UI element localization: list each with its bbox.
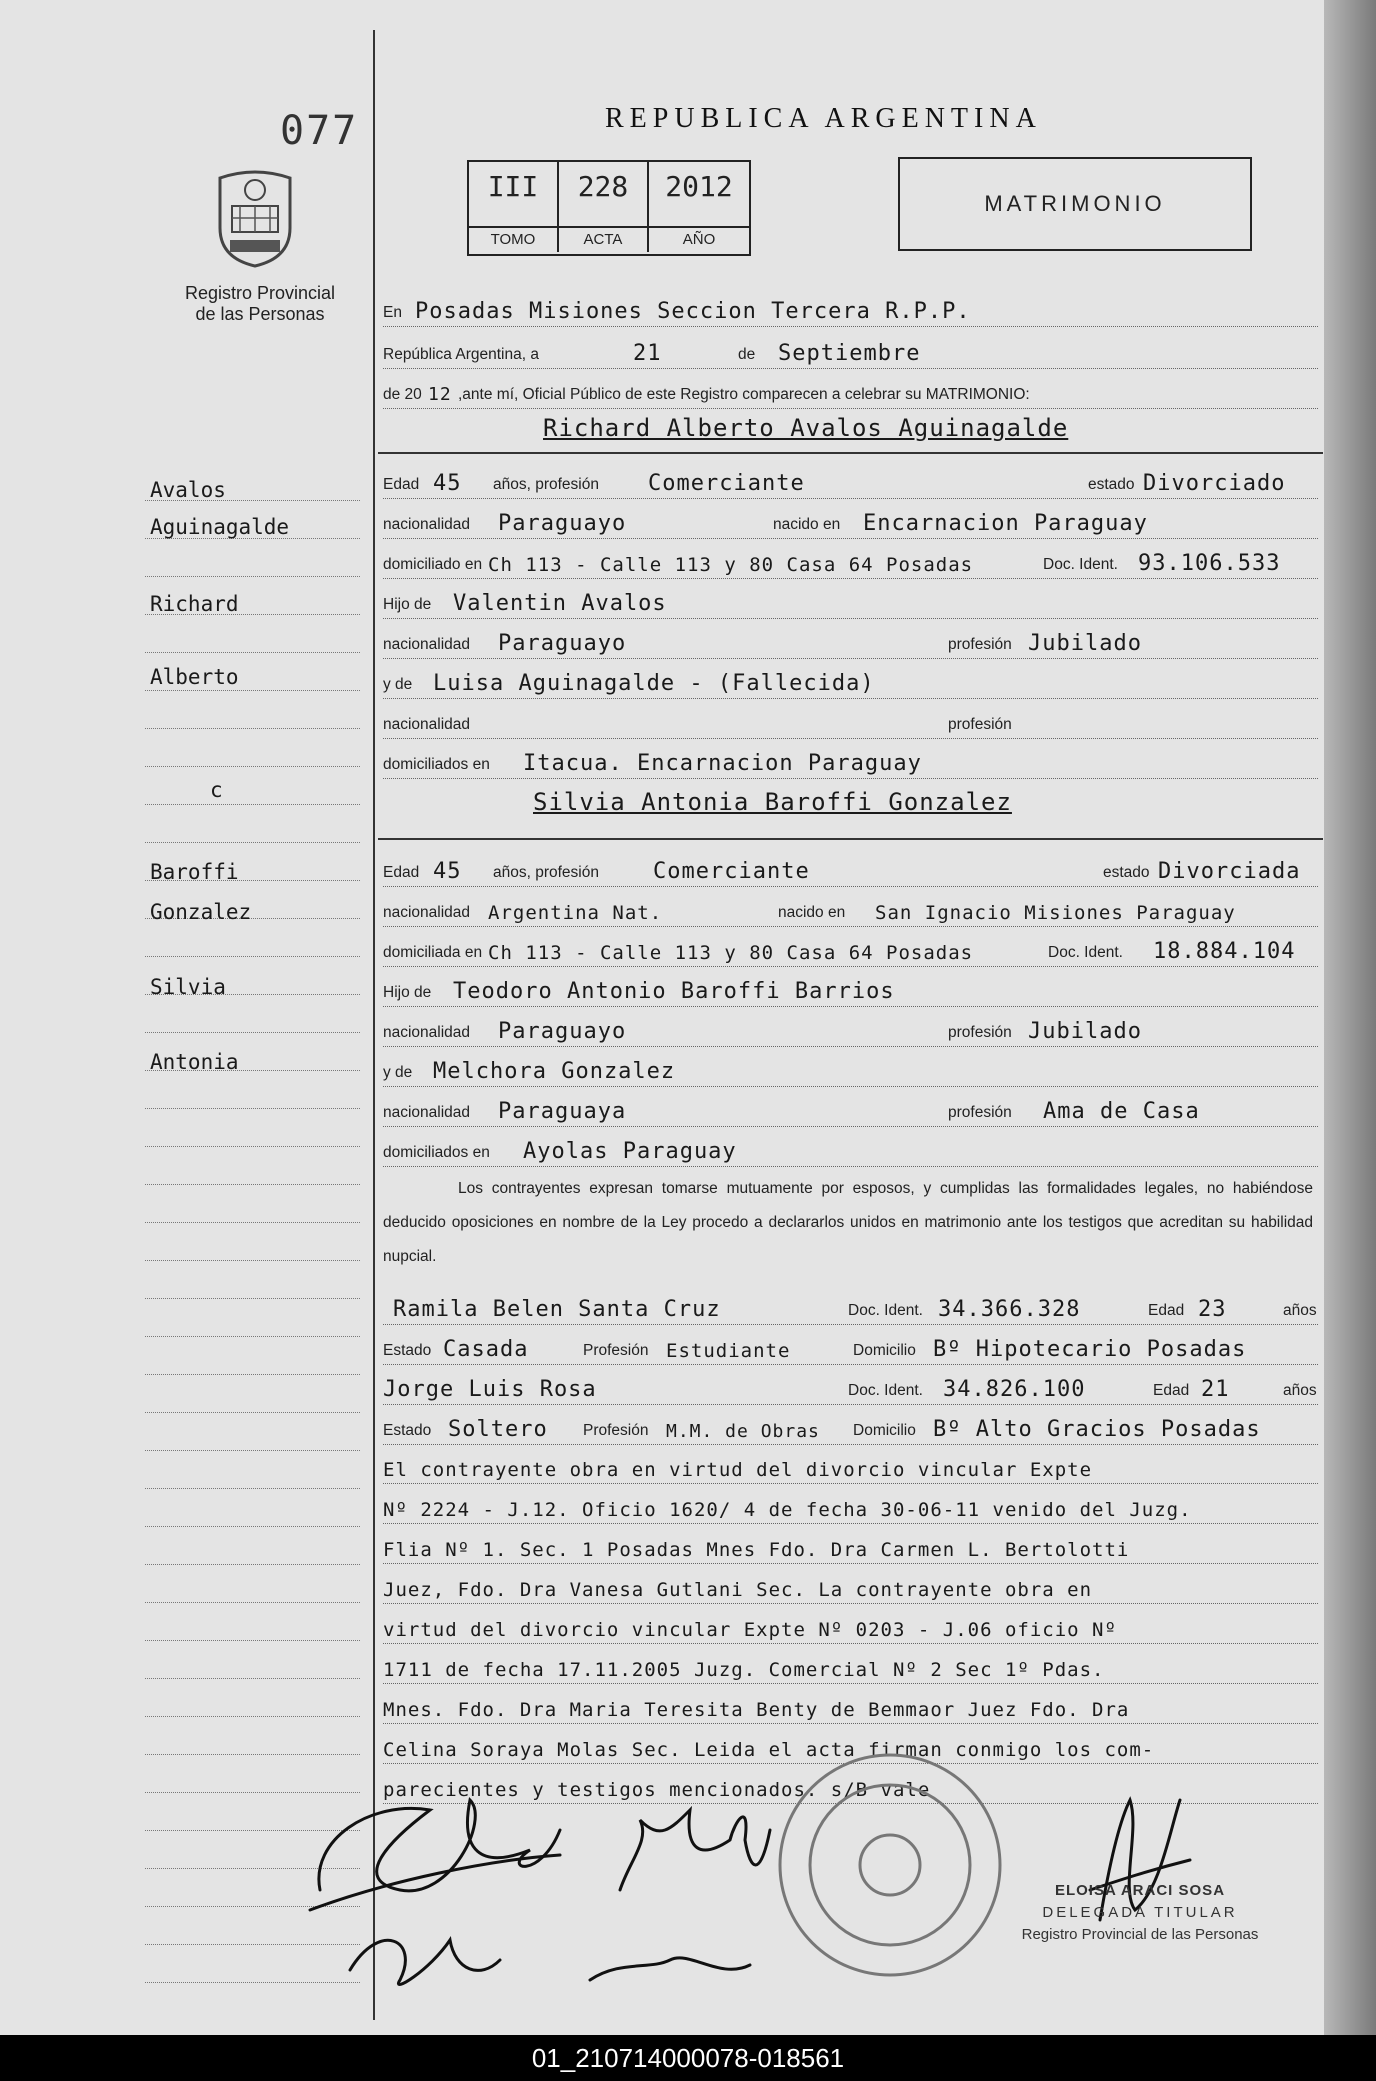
note-line xyxy=(383,1567,1318,1604)
misiones-seal-icon xyxy=(210,168,300,268)
note-line xyxy=(383,1607,1318,1644)
acta-cell xyxy=(559,162,649,252)
margin-rule xyxy=(145,652,360,653)
groom-nac-line xyxy=(383,502,1318,539)
groom-doc: 93.106.533 xyxy=(1138,551,1281,576)
groom-dom-line xyxy=(383,542,1318,579)
margin-rule xyxy=(145,1260,360,1261)
margin-name: Avalos xyxy=(150,478,226,502)
margin-rule xyxy=(145,1716,360,1717)
profesion-label: profesión xyxy=(948,1024,1012,1041)
nacionalidad-label: nacionalidad xyxy=(383,516,471,533)
margin-rule xyxy=(145,1184,360,1185)
section-rule xyxy=(378,452,1323,454)
hijo-de-label: Hijo de xyxy=(383,984,432,1001)
date-line xyxy=(383,332,1318,369)
margin-rule xyxy=(145,956,360,957)
nacionalidad-label: nacionalidad xyxy=(383,904,471,921)
bride-edad-line xyxy=(383,850,1318,887)
page-edge xyxy=(1324,0,1376,2035)
margin-rule xyxy=(145,842,360,843)
official-stamp xyxy=(1010,1880,1270,1946)
en-label: En xyxy=(383,304,402,321)
groom-madre: Luisa Aguinagalde - (Fallecida) xyxy=(433,671,875,696)
groom-padre: Valentin Avalos xyxy=(453,591,667,616)
nacionalidad-label: nacionalidad xyxy=(383,716,471,733)
margin-rule xyxy=(145,1488,360,1489)
margin-rule xyxy=(145,804,360,805)
profesion-label: profesión xyxy=(948,636,1012,653)
groom-madre-nac-line xyxy=(383,702,1318,739)
note-text: Mnes. Fdo. Dra Maria Teresita Benty de Bemmaor Juez Fdo. Dra xyxy=(383,1699,1130,1721)
doc-label: Doc. Ident. xyxy=(1043,556,1118,573)
month-value: Septiembre xyxy=(778,341,921,366)
bride-madre-nac: Paraguaya xyxy=(498,1099,627,1124)
margin-rule xyxy=(145,1108,360,1109)
groom-profesion: Comerciante xyxy=(648,471,805,496)
opening-text: ,ante mí, Oficial Público de este Registro comparecen a celebrar su MATRIMONIO: xyxy=(458,386,1030,403)
anio-label: AÑO xyxy=(649,226,749,252)
witness2-estado-line xyxy=(383,1408,1318,1445)
registry-line-2: de las Personas xyxy=(195,304,325,324)
bride-edad: 45 xyxy=(433,859,462,884)
margin-rule xyxy=(145,766,360,767)
nacionalidad-label: nacionalidad xyxy=(383,1024,471,1041)
note-text: virtud del divorcio vincular Expte Nº 0203 - J.06 oficio Nº xyxy=(383,1619,1117,1641)
statement-paragraph: Los contrayentes expresan tomarse mutuamente por esposos, y cumplidas las formalidades legales, no habiéndose deducido oposiciones en nombre de la Ley procedo a declararlos unidos en matrimonio ante los testigos que acreditan su habilidad nupcial. xyxy=(383,1180,1313,1265)
witness2-domicilio: Bº Alto Gracios Posadas xyxy=(933,1417,1261,1442)
bride-profesion: Comerciante xyxy=(653,859,810,884)
margin-rule xyxy=(145,1678,360,1679)
note-text: Juez, Fdo. Dra Vanesa Gutlani Sec. La contrayente obra en xyxy=(383,1579,1093,1601)
anio-cell xyxy=(649,162,749,252)
groom-padres-dom: Itacua. Encarnacion Paraguay xyxy=(523,751,922,776)
groom-edad-line xyxy=(383,462,1318,499)
witness1-edad: 23 xyxy=(1198,1297,1227,1322)
bride-madre-nac-line xyxy=(383,1090,1318,1127)
groom-edad: 45 xyxy=(433,471,462,496)
groom-madre-line xyxy=(383,662,1318,699)
note-text: El contrayente obra en virtud del divorcio vincular Expte xyxy=(383,1459,1093,1481)
witness1-line xyxy=(383,1288,1318,1325)
margin-rule xyxy=(145,1602,360,1603)
tomo-label: TOMO xyxy=(469,226,557,252)
note-text: Nº 2224 - J.12. Oficio 1620/ 4 de fecha 30-06-11 venido del Juzg. xyxy=(383,1499,1192,1521)
groom-padre-nac: Paraguayo xyxy=(498,631,627,656)
groom-estado: Divorciado xyxy=(1143,471,1286,496)
note-line xyxy=(383,1647,1318,1684)
signatures-graphic xyxy=(290,1740,1340,2010)
place-value: Posadas Misiones Seccion Tercera R.P.P. xyxy=(415,299,971,324)
acta-box xyxy=(467,160,751,256)
footer-id: 01_210714000078-018561 xyxy=(0,2035,1376,2081)
nacionalidad-label: nacionalidad xyxy=(383,636,471,653)
note-text: parecientes y testigos mencionados. s/B vale xyxy=(383,1779,931,1801)
witness1-doc: 34.366.328 xyxy=(938,1297,1081,1322)
margin-name: c xyxy=(210,778,223,802)
page-title: REPUBLICA ARGENTINA xyxy=(605,103,1042,134)
nacionalidad-label: nacionalidad xyxy=(383,1104,471,1121)
estado-label: estado xyxy=(1103,864,1150,881)
note-text: Flia Nº 1. Sec. 1 Posadas Mnes Fdo. Dra Carmen L. Bertolotti xyxy=(383,1539,1130,1561)
bride-nac-line xyxy=(383,890,1318,927)
margin-name: Aguinagalde xyxy=(150,515,290,539)
groom-nacido: Encarnacion Paraguay xyxy=(863,511,1148,536)
witness1-name: Ramila Belen Santa Cruz xyxy=(393,1297,721,1322)
tomo-value: III xyxy=(487,170,539,203)
margin-rule xyxy=(145,728,360,729)
domicilio-label: Domicilio xyxy=(853,1422,916,1439)
bride-padre: Teodoro Antonio Baroffi Barrios xyxy=(453,979,895,1004)
margin-rule xyxy=(145,1412,360,1413)
profesion-label: profesión xyxy=(948,716,1012,733)
y-de-label: y de xyxy=(383,676,413,693)
witness2-profesion: M.M. de Obras xyxy=(666,1421,820,1442)
act-type-box: MATRIMONIO xyxy=(898,157,1252,251)
margin-rule xyxy=(145,1450,360,1451)
profesion-label: años, profesión xyxy=(493,476,599,493)
bride-madre-line xyxy=(383,1050,1318,1087)
bride-padre-nac-line xyxy=(383,1010,1318,1047)
profesion-label: años, profesión xyxy=(493,864,599,881)
year-line xyxy=(383,372,1318,409)
edad-label: Edad xyxy=(383,476,420,493)
de-label: de xyxy=(738,346,756,363)
registry-line-1: Registro Provincial xyxy=(184,283,336,303)
bride-estado: Divorciada xyxy=(1158,859,1301,884)
hijo-de-label: Hijo de xyxy=(383,596,432,613)
estado-label: estado xyxy=(1088,476,1135,493)
domicilio-label: domiciliada en xyxy=(383,944,483,961)
domicilio-label: domiciliado en xyxy=(383,556,483,573)
year-suffix: 12 xyxy=(428,384,452,405)
anos-label: años xyxy=(1283,1382,1317,1399)
margin-divider xyxy=(373,30,375,2020)
doc-label: Doc. Ident. xyxy=(1048,944,1123,961)
estado-label: Estado xyxy=(383,1422,432,1439)
registry-label xyxy=(165,283,355,325)
bride-dom-line xyxy=(383,930,1318,967)
margin-name: Antonia xyxy=(150,1050,239,1074)
note-line xyxy=(383,1487,1318,1524)
domiciliados-label: domiciliados en xyxy=(383,756,490,773)
groom-padre-nac-line xyxy=(383,622,1318,659)
margin-name: Alberto xyxy=(150,665,239,689)
margin-rule xyxy=(145,576,360,577)
margin-rule xyxy=(145,1564,360,1565)
note-text: 1711 de fecha 17.11.2005 Juzg. Comercial Nº 2 Sec 1º Pdas. xyxy=(383,1659,1105,1681)
margin-rule xyxy=(145,1374,360,1375)
estado-label: Estado xyxy=(383,1342,432,1359)
groom-domicilio: Ch 113 - Calle 113 y 80 Casa 64 Posadas xyxy=(488,554,974,576)
groom-name: Richard Alberto Avalos Aguinagalde xyxy=(543,414,1069,442)
profesion-label: profesión xyxy=(948,1104,1012,1121)
bride-padres-dom: Ayolas Paraguay xyxy=(523,1139,737,1164)
witness2-estado: Soltero xyxy=(448,1417,548,1442)
bride-doc: 18.884.104 xyxy=(1153,939,1296,964)
domiciliados-label: domiciliados en xyxy=(383,1144,490,1161)
place-line xyxy=(383,290,1318,327)
note-line xyxy=(383,1527,1318,1564)
margin-name: Silvia xyxy=(150,975,226,999)
profesion-label: Profesión xyxy=(583,1342,649,1359)
witness1-profesion: Estudiante xyxy=(666,1340,791,1362)
edad-label: Edad xyxy=(383,864,420,881)
edad-label: Edad xyxy=(1148,1302,1185,1319)
bride-nacionalidad: Argentina Nat. xyxy=(488,902,663,924)
witness1-domicilio: Bº Hipotecario Posadas xyxy=(933,1337,1247,1362)
republica-label: República Argentina, a xyxy=(383,346,539,363)
witness2-edad: 21 xyxy=(1201,1377,1230,1402)
margin-name: Baroffi xyxy=(150,860,239,884)
nacido-label: nacido en xyxy=(778,904,846,921)
witness1-estado: Casada xyxy=(443,1337,529,1362)
bride-padres-dom-line xyxy=(383,1130,1318,1167)
edad-label: Edad xyxy=(1153,1382,1190,1399)
stamp-role: DELEGADA TITULAR xyxy=(1042,1904,1238,1921)
margin-rule xyxy=(145,1032,360,1033)
margin-rule xyxy=(145,1222,360,1223)
stamp-office: Registro Provincial de las Personas xyxy=(1021,1926,1259,1943)
margin-rule xyxy=(145,1146,360,1147)
groom-name-line xyxy=(383,408,1318,444)
bride-nacido: San Ignacio Misiones Paraguay xyxy=(875,902,1236,924)
anos-label: años xyxy=(1283,1302,1317,1319)
bride-domicilio: Ch 113 - Calle 113 y 80 Casa 64 Posadas xyxy=(488,942,974,964)
doc-label: Doc. Ident. xyxy=(848,1302,923,1319)
domicilio-label: Domicilio xyxy=(853,1342,916,1359)
note-text: Celina Soraya Molas Sec. Leida el acta firman conmigo los com- xyxy=(383,1739,1155,1761)
witness2-line xyxy=(383,1368,1318,1405)
acta-label: ACTA xyxy=(559,226,647,252)
witness1-estado-line xyxy=(383,1328,1318,1365)
nacido-label: nacido en xyxy=(773,516,841,533)
note-line xyxy=(383,1687,1318,1724)
margin-name: Gonzalez xyxy=(150,900,252,924)
anio-value: 2012 xyxy=(665,170,733,203)
margin-rule xyxy=(145,690,360,691)
year-prefix: de 20 xyxy=(383,386,422,403)
groom-padres-dom-line xyxy=(383,742,1318,779)
margin-rule xyxy=(145,1336,360,1337)
section-rule xyxy=(378,838,1323,840)
margin-rule xyxy=(145,1298,360,1299)
margin-rule xyxy=(145,1640,360,1641)
note-line xyxy=(383,1447,1318,1484)
bride-padre-nac: Paraguayo xyxy=(498,1019,627,1044)
bride-name: Silvia Antonia Baroffi Gonzalez xyxy=(533,788,1012,816)
tomo-cell xyxy=(469,162,559,252)
profesion-label: Profesión xyxy=(583,1422,649,1439)
bride-name-line xyxy=(383,782,1318,818)
doc-label: Doc. Ident. xyxy=(848,1382,923,1399)
margin-rule xyxy=(145,1526,360,1527)
groom-padre-prof: Jubilado xyxy=(1028,631,1142,656)
stamp-name: ELOISA ARACI SOSA xyxy=(1054,1882,1226,1899)
folio-number: 077 xyxy=(280,108,359,154)
day-value: 21 xyxy=(633,341,662,366)
y-de-label: y de xyxy=(383,1064,413,1081)
witness2-doc: 34.826.100 xyxy=(943,1377,1086,1402)
groom-nacionalidad: Paraguayo xyxy=(498,511,627,536)
margin-name: Richard xyxy=(150,592,239,616)
bride-padre-prof: Jubilado xyxy=(1028,1019,1142,1044)
bride-madre-prof: Ama de Casa xyxy=(1043,1099,1200,1124)
acta-value: 228 xyxy=(577,170,629,203)
witness2-name: Jorge Luis Rosa xyxy=(383,1377,597,1402)
groom-padre-line xyxy=(383,582,1318,619)
bride-madre: Melchora Gonzalez xyxy=(433,1059,676,1084)
bride-padre-line xyxy=(383,970,1318,1007)
